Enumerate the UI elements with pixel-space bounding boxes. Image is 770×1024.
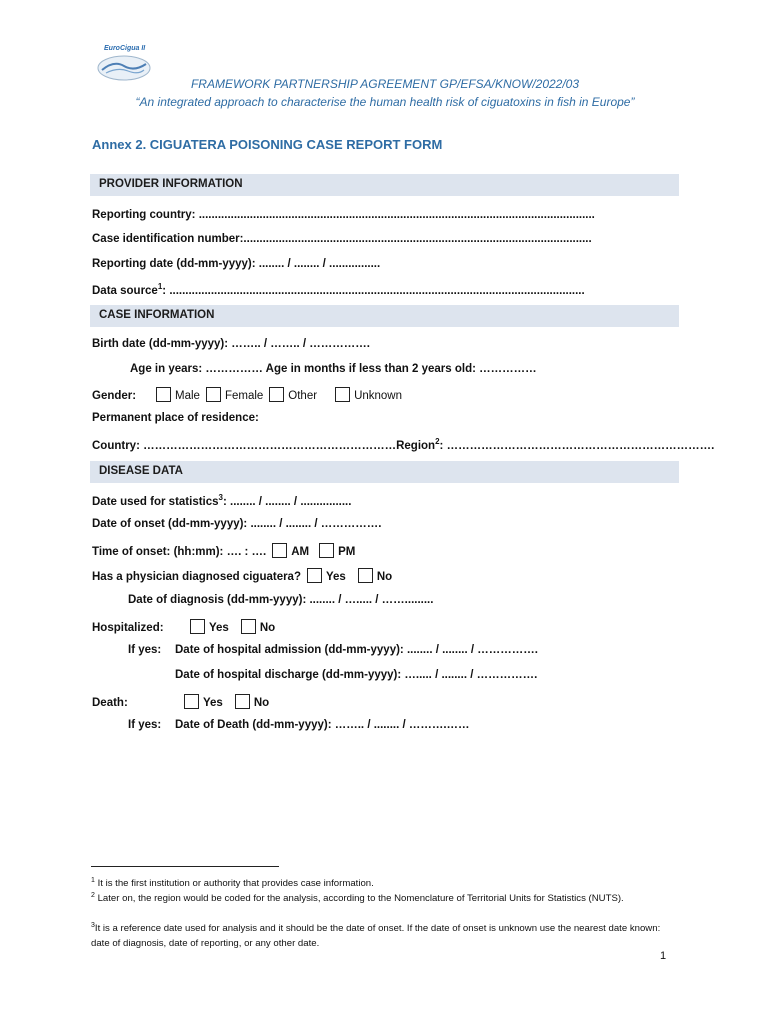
hospitalized-label: Hospitalized: — [92, 622, 164, 634]
reporting-country-field[interactable]: Reporting country: ............................................................................................................................ — [92, 209, 595, 221]
footnote-3-num: 3 — [91, 922, 95, 929]
stats-date-dots: : ........ / ........ / ................ — [223, 495, 352, 508]
footnote-ref-1: 1 — [157, 282, 163, 291]
death-no-checkbox[interactable] — [235, 694, 250, 709]
pm-checkbox[interactable] — [319, 543, 334, 558]
country-field[interactable]: Country: ………………………………………………………… — [92, 439, 397, 452]
other-label: Other — [288, 390, 318, 402]
death-yes-checkbox[interactable] — [184, 694, 199, 709]
female-checkbox[interactable] — [206, 387, 221, 402]
am-checkbox[interactable] — [272, 543, 287, 558]
hospitalized-no-checkbox[interactable] — [241, 619, 256, 634]
physician-row — [92, 568, 392, 583]
project-subtitle: “An integrated approach to characterise the human health risk of ciguatoxins in fish in Europe” — [135, 95, 635, 109]
annex-title: Annex 2. CIGUATERA POISONING CASE REPORT FORM — [92, 137, 443, 152]
physician-yes-label: Yes — [325, 571, 346, 583]
diagnosis-date-field[interactable]: Date of diagnosis (dd-mm-yyyy): ........ / …..... / ……......... — [128, 594, 434, 606]
footnote-ref-3: 3 — [218, 493, 223, 502]
unknown-checkbox[interactable] — [335, 387, 350, 402]
hospitalized-no-label: No — [259, 622, 276, 634]
data-source-label: Data source — [92, 284, 158, 297]
physician-question: Has a physician diagnosed ciguatera? — [92, 571, 301, 583]
provider-section-header — [90, 174, 679, 196]
onset-time-field[interactable]: Time of onset: (hh:mm): …. : …. — [92, 546, 267, 558]
onset-time-row[interactable] — [92, 543, 355, 558]
female-label: Female — [224, 390, 264, 402]
data-source-field[interactable] — [92, 282, 585, 297]
hospitalized-row — [92, 619, 275, 634]
region-dots: : ……………………………………………………………. — [439, 439, 715, 452]
stats-date-field[interactable] — [92, 493, 351, 508]
am-label: AM — [291, 546, 310, 558]
case-id-field[interactable]: Case identification number:............................................................................................................. — [92, 233, 592, 245]
residence-label: Permanent place of residence: — [92, 412, 259, 424]
footnote-3 — [91, 919, 681, 951]
birth-date-field[interactable]: Birth date (dd-mm-yyyy): …….. / …….. / ……………. — [92, 338, 370, 350]
disease-heading: DISEASE DATA — [99, 465, 183, 477]
page-number: 1 — [660, 950, 667, 962]
physician-no-label: No — [376, 571, 393, 583]
reporting-date-field[interactable]: Reporting date (dd-mm-yyyy): ........ / ........ / ................ — [92, 258, 381, 270]
hospitalized-yes-label: Yes — [209, 622, 229, 634]
agreement-title: FRAMEWORK PARTNERSHIP AGREEMENT GP/EFSA/KNOW/2022/03 — [190, 77, 580, 91]
stats-date-label: Date used for statistics — [92, 495, 219, 508]
male-label: Male — [175, 390, 200, 402]
country-region-row[interactable] — [92, 437, 714, 452]
footnote-1-text: It is the first institution or authority that provides case information. — [94, 878, 374, 890]
death-date-field[interactable]: Date of Death (dd-mm-yyyy): …….. / ........ / ……….…… — [175, 719, 470, 731]
disease-section-header — [90, 461, 679, 483]
hospitalized-yes-checkbox[interactable] — [190, 619, 205, 634]
footnote-divider — [91, 866, 279, 867]
footnote-3-text: It is a reference date used for analysis and it should be the date of onset. If the date of onset is unknown use the nearest date known: date of diagnosis, date of reporting, or any other date. — [91, 923, 661, 949]
admission-date-field[interactable]: Date of hospital admission (dd-mm-yyyy): ........ / ........ / ……………. — [175, 644, 538, 656]
case-section-header — [90, 305, 679, 327]
death-no-label: No — [253, 697, 270, 709]
age-field[interactable]: Age in years: …………… Age in months if less than 2 years old: …………… — [130, 363, 537, 375]
provider-heading: PROVIDER INFORMATION — [99, 178, 243, 190]
case-heading: CASE INFORMATION — [99, 309, 215, 321]
footnote-ref-2: 2 — [435, 437, 440, 446]
death-label: Death: — [92, 697, 128, 709]
gender-label: Gender: — [92, 390, 137, 402]
pm-label: PM — [338, 546, 356, 558]
if-yes-label-admission: If yes: — [128, 644, 162, 656]
data-source-dots: : .................................................................................................................................. — [162, 284, 585, 297]
male-checkbox[interactable] — [156, 387, 171, 402]
if-yes-label-death: If yes: — [128, 719, 162, 731]
physician-yes-checkbox[interactable] — [307, 568, 322, 583]
onset-date-field[interactable]: Date of onset (dd-mm-yyyy): ........ / ........ / ……………. — [92, 518, 382, 530]
other-checkbox[interactable] — [269, 387, 284, 402]
region-label: Region — [396, 439, 436, 452]
gender-row — [92, 387, 402, 402]
physician-no-checkbox[interactable] — [358, 568, 373, 583]
footnote-2-num: 2 — [91, 892, 95, 899]
discharge-date-field[interactable]: Date of hospital discharge (dd-mm-yyyy): …..... / ........ / ……………. — [175, 669, 538, 681]
logo-text: EuroCigua II — [104, 45, 146, 52]
footnote-2-text: Later on, the region would be coded for the analysis, according to the Nomenclature of Territorial Units for Statistics (NUTS). — [94, 893, 624, 905]
footnote-2 — [91, 889, 681, 907]
footnote-1-num: 1 — [91, 877, 95, 884]
death-row — [92, 694, 269, 709]
death-yes-label: Yes — [203, 697, 223, 709]
unknown-label: Unknown — [354, 390, 403, 402]
